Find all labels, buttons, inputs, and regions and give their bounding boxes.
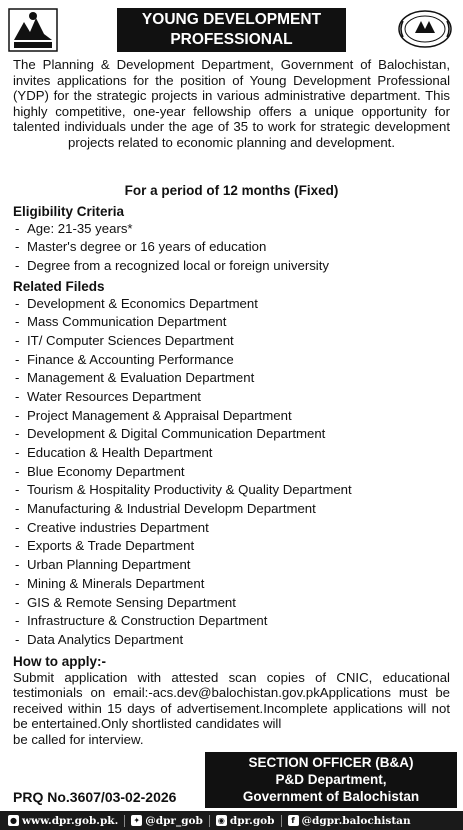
list-item: - Development & Economics Department [13, 295, 450, 314]
list-item: - IT/ Computer Sciences Department [13, 332, 450, 351]
footer-facebook-text: @dgpr.balochistan [301, 814, 411, 827]
list-item: - Infrastructure & Construction Department [13, 612, 450, 631]
list-item: - Water Resources Department [13, 388, 450, 407]
footer-twitter-text: @dpr_gob [145, 814, 203, 827]
govt-logo-right [397, 9, 453, 49]
footer-instagram-text: dpr.gob [229, 814, 275, 827]
list-item: - Development & Digital Communication Department [13, 425, 450, 444]
govt-logo-left [8, 8, 58, 52]
officer-line-2: P&D Department, [275, 772, 387, 787]
eligibility-heading: Eligibility Criteria [13, 204, 125, 219]
intro-paragraph: The Planning & Development Department, Government of Balochistan, invites applications for the position of Young Development Professional (YDP) for the strategic projects in various administrative department. This highly competitive, one-year fellowship offers a unique opportunity for talented individuals under the age of 35 to work for strategic development projects related to economic planning and development. [13, 57, 450, 150]
page-title [117, 8, 346, 52]
how-to-apply-heading: How to apply:- [13, 654, 106, 669]
footer-twitter[interactable] [131, 815, 203, 827]
list-item: - Project Management & Appraisal Department [13, 407, 450, 426]
list-item: - Urban Planning Department [13, 556, 450, 575]
period-text: For a period of 12 months (Fixed) [124, 183, 339, 198]
footer-divider [124, 815, 125, 827]
officer-line-1: SECTION OFFICER (B&A) [248, 755, 414, 770]
list-item: - Age: 21-35 years* [13, 220, 450, 239]
how-to-apply-text: Submit application with attested scan copies of CNIC, educational testimonials on email:-acs.dev@balochistan.gov.pkApplications must be received within 15 days of advertisement.Incomplete applications will not be entertained.Only shortlisted candidates will [13, 669, 450, 731]
footer-website[interactable] [8, 815, 118, 827]
footer-website-text: www.dpr.gob.pk. [22, 814, 119, 827]
how-to-apply-text-last: be called for interview. [13, 731, 144, 747]
footer-bar [0, 811, 463, 830]
list-item: - Manufacturing & Industrial Developm Department [13, 500, 450, 519]
list-item: - Blue Economy Department [13, 463, 450, 482]
list-item: - Mass Communication Department [13, 313, 450, 332]
list-item: - Finance & Accounting Performance [13, 351, 450, 370]
officer-line-3: Government of Balochistan [242, 789, 420, 804]
twitter-icon: ✦ [131, 815, 142, 826]
related-fields-list [13, 295, 450, 650]
list-item: - Education & Health Department [13, 444, 450, 463]
list-item: - Management & Evaluation Department [13, 369, 450, 388]
how-to-apply-section [13, 654, 450, 747]
list-item: - Master's degree or 16 years of education [13, 238, 450, 257]
list-item: - Creative industries Department [13, 519, 450, 538]
footer-instagram[interactable] [216, 815, 275, 827]
list-item: - Exports & Trade Department [13, 537, 450, 556]
related-fields-heading: Related Fileds [13, 279, 105, 294]
list-item: - GIS & Remote Sensing Department [13, 594, 450, 613]
title-line-2: PROFESSIONAL [170, 31, 293, 48]
globe-icon: ● [8, 815, 19, 826]
footer-facebook[interactable] [288, 815, 411, 827]
eligibility-section [13, 204, 450, 276]
footer-divider [209, 815, 210, 827]
eligibility-list [13, 220, 450, 276]
facebook-icon: f [288, 815, 299, 826]
list-item: - Tourism & Hospitality Productivity & Quality Department [13, 481, 450, 500]
list-item: - Data Analytics Department [13, 631, 450, 650]
list-item: - Mining & Minerals Department [13, 575, 450, 594]
instagram-icon: ◉ [216, 815, 227, 826]
list-item: - Degree from a recognized local or foreign university [13, 257, 450, 276]
section-officer-box [205, 752, 457, 808]
prq-number: PRQ No.3607/03-02-2026 [13, 789, 177, 805]
related-fields-section [13, 279, 450, 650]
title-line-1: YOUNG DEVELOPMENT [141, 11, 322, 28]
footer-divider [281, 815, 282, 827]
